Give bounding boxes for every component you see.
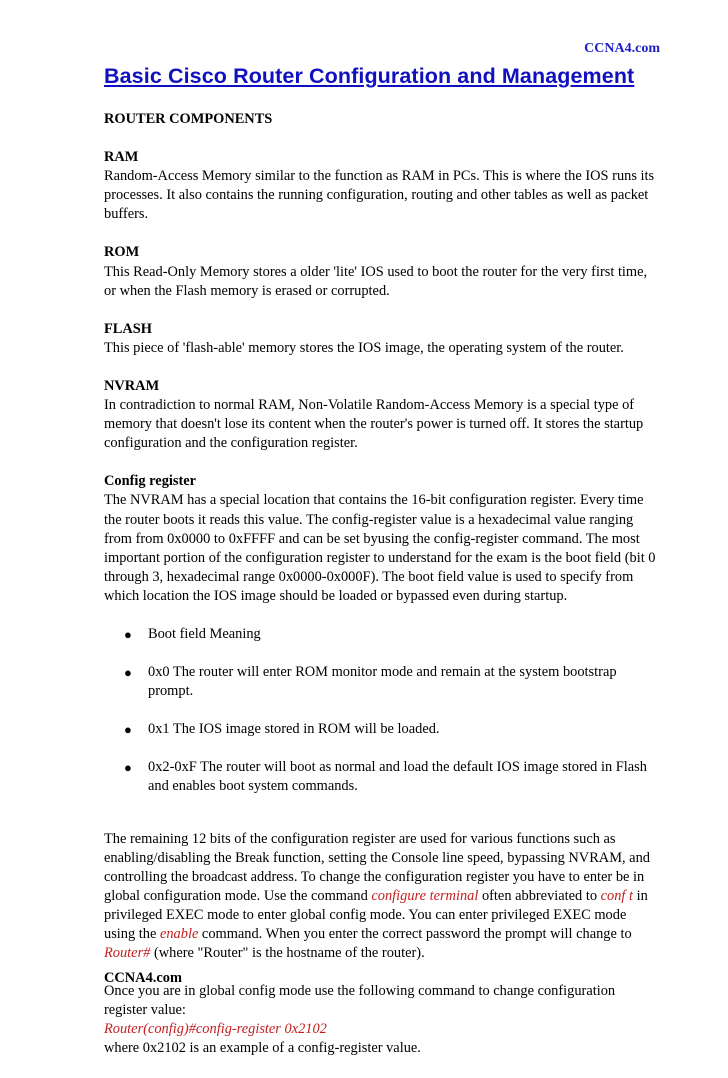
header-site-link[interactable]: CCNA4.com [584,41,660,56]
rom-text: This Read-Only Memory stores a older 'lite' IOS used to boot the router for the very first time, or when the Flash memory is erased or corrupted. [104,263,648,299]
ram-heading: RAM [104,149,139,166]
config-register-command: Router(config)#config-register 0x2102 [104,1021,327,1038]
rom-heading: ROM [104,244,140,261]
flash-heading: FLASH [104,320,152,337]
ram-text: Random-Access Memory similar to the function as RAM in PCs. This is where the IOS runs its processes. It also contains the running configuration, routing and other tables as well as packet buffers. [104,168,655,223]
term-configure-terminal: configure terminal [371,887,479,904]
term-enable: enable [159,926,199,942]
router-components-heading: ROUTER COMPONENTS [104,111,273,127]
boot-field-list [104,625,660,797]
config-register-text: The NVRAM has a special location that contains the 16-bit configuration register. Every time the router boots it reads this value. The config-register value is a hexadecimal value ranging from from 0x0000 to 0xFFFF and can be set byusing the config-register command. The most important portion of the configuration register to understand for the exam is the boot field (bit 0 through 3, hexadecimal range 0x0000-0x000F). The boot field value is used to specify from which location the IOS image should be loaded or bypassed even during startup. [104,492,656,604]
section-nvram [104,377,660,453]
bullet-icon: ● [124,626,132,642]
section-flash [104,320,660,358]
term-conf-t: conf t [600,887,633,904]
list-item: ● Boot field Meaning [104,625,660,644]
document-body [104,110,660,1078]
remaining-bits-paragraph: The remaining 12 bits of the configuration register are used for various functions such as enabling/disabling the Break function, setting the Console line speed, bypassing NVRAM, and controlling the broadcast address. To change the configuration register you have to enter be in global configuration mode. Use the command configure terminal often abbreviated to conf t in privileged EXEC mode to enter global config mode. You can enter privileged EXEC mode using the enable command. When you enter the correct password the prompt will change to Router# (where "Router" is the hostname of the router). [104,830,650,962]
section-config-register [104,472,660,606]
list-item: ● 0x2-0xF The router will boot as normal and load the default IOS image stored in Flash and enables boot system commands. [124,759,647,795]
bullet-icon: ● [124,760,132,776]
global-config-paragraph [104,982,660,1058]
section-ram [104,148,660,224]
section-rom [104,243,660,300]
config-register-note: where 0x2102 is an example of a config-register value. [104,1040,421,1057]
page-title: Basic Cisco Router Configuration and Management [104,64,635,88]
footer-label: CCNA4.com [104,970,182,986]
global-config-intro: Once you are in global config mode use the following command to change configuration register value: [104,983,616,1019]
config-register-heading: Config register [104,473,197,490]
bullet-icon: ● [124,665,132,681]
list-item: ● 0x0 The router will enter ROM monitor mode and remain at the system bootstrap prompt. [124,664,617,700]
bullet-icon: ● [124,722,132,738]
list-item: ● 0x1 The IOS image stored in ROM will be loaded. [104,720,660,739]
nvram-text: In contradiction to normal RAM, Non-Volatile Random-Access Memory is a special type of memory that doesn't lose its content when the router's power is turned off. It stores the startup configuration and the configuration register. [104,397,644,452]
term-router-prompt: Router# [104,945,151,962]
nvram-heading: NVRAM [104,377,160,394]
flash-text: This piece of 'flash-able' memory stores the IOS image, the operating system of the router. [104,339,624,356]
